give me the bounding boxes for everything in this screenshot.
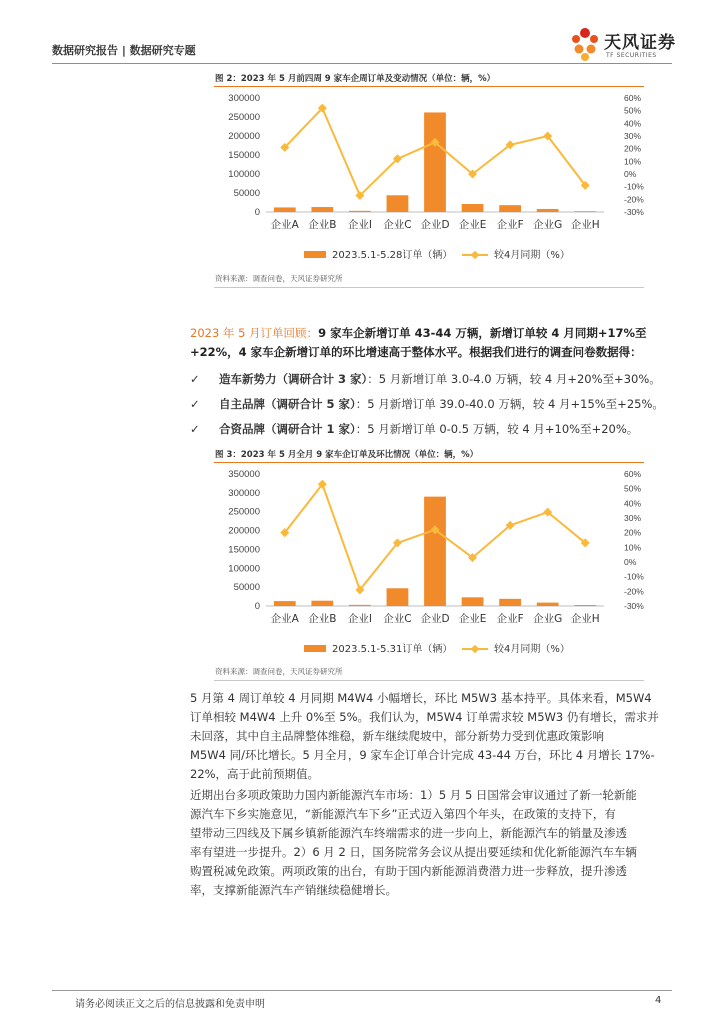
check-icon: ✓ <box>190 422 200 436</box>
text-line: 望带动三四线及下属乡镇新能源汽车终端需求的进一步向上，新能源汽车的销量及渗透 <box>190 826 627 840</box>
legend-line-label: 较4月同期（%） <box>494 250 570 261</box>
x-tick-label: 企业H <box>570 613 600 625</box>
text-line: 率有望进一步提升。2）6 月 2 日，国务院常务会议从提出要延续和优化新能源汽车车辆 <box>190 845 637 859</box>
y-right-tick-label: -30% <box>624 207 644 217</box>
tf-logo-icon <box>568 24 602 64</box>
bar-mark <box>311 601 333 606</box>
text-line: M5W4 同/环比增长。5 月全月，9 家车企订单合计完成 43-44 万台，环比 4 月增长 17%- <box>190 748 655 762</box>
text-line: 22%，高于此前预期值。 <box>190 767 320 781</box>
x-tick-label: 企业G <box>533 613 563 625</box>
x-tick-label: 企业F <box>496 219 524 231</box>
bar-mark <box>387 588 409 606</box>
y-right-tick-label: 60% <box>624 469 642 479</box>
bar-mark <box>424 112 446 212</box>
y-left-tick-label: 100000 <box>228 563 260 575</box>
bar-mark <box>462 597 484 606</box>
header-divider <box>52 63 672 64</box>
summary-line2: +22%，4 家车企新增订单的环比增速高于整体水平。根据我们进行的调查问卷数据得： <box>190 345 642 359</box>
bar-mark <box>574 605 596 606</box>
y-right-tick-label: 20% <box>624 143 642 154</box>
x-tick-label: 企业G <box>533 219 563 231</box>
policy-paragraph <box>190 786 672 900</box>
figure3-bottom-rule <box>214 680 644 681</box>
x-tick-label: 企业D <box>420 613 450 625</box>
legend-line-label: 较4月同期（%） <box>494 644 570 655</box>
bar-mark <box>537 603 559 606</box>
figure2-bottom-rule <box>214 287 644 288</box>
bar-mark <box>499 599 521 606</box>
y-right-tick-label: -20% <box>624 586 644 597</box>
legend-line-marker <box>471 645 479 653</box>
y-right-tick-label: 0% <box>624 169 637 179</box>
x-tick-label: 企业D <box>420 219 450 231</box>
bullet-text: ：5 月新增订单 39.0-40.0 万辆，较 4 月+15%至+25%。 <box>355 397 664 411</box>
summary-line1: 9 家车企新增订单 43-44 万辆，新增订单较 4 月同期+17%至 <box>318 326 647 340</box>
y-right-tick-label: -10% <box>624 571 644 582</box>
y-left-tick-label: 350000 <box>228 469 260 480</box>
bullet-label: 自主品牌（调研合计 5 家） <box>218 397 356 411</box>
bar-mark <box>387 195 409 212</box>
bar-mark <box>537 209 559 212</box>
bar-mark <box>574 211 596 212</box>
y-left-tick-label: 100000 <box>228 169 260 180</box>
legend-bar-swatch <box>304 645 326 652</box>
y-left-tick-label: 0 <box>254 601 260 612</box>
y-right-tick-label: 30% <box>624 513 642 523</box>
footer-divider <box>52 990 672 991</box>
x-tick-label: 企业E <box>458 613 487 625</box>
y-left-tick-label: 200000 <box>228 525 260 537</box>
bar-mark <box>462 204 484 212</box>
bullet-item <box>190 420 670 445</box>
figure3-source: 资料来源：调查问卷，天风证券研究所 <box>215 667 343 676</box>
figure3-chart <box>214 466 644 662</box>
text-line: 5 月第 4 周订单较 4 月同期 M4W4 小幅增长，环比 M5W3 基本持平。具体来看，M5W4 <box>190 691 652 705</box>
check-icon: ✓ <box>190 397 200 411</box>
summary-heading: 2023 年 5 月订单回顾： <box>190 326 319 340</box>
y-left-tick-label: 250000 <box>228 506 260 518</box>
text-line: 率，支撑新能源汽车产销继续稳健增长。 <box>190 883 397 897</box>
y-left-tick-label: 250000 <box>228 112 260 123</box>
y-right-tick-label: -30% <box>624 601 644 611</box>
legend-bar-label: 2023.5.1-5.28订单（辆） <box>332 250 453 261</box>
y-right-tick-label: 40% <box>624 498 642 509</box>
summary-paragraph <box>190 324 660 362</box>
y-right-tick-label: -10% <box>624 181 644 192</box>
bar-mark <box>274 207 296 212</box>
x-tick-label: 企业H <box>570 219 600 231</box>
y-right-tick-label: 0% <box>624 557 637 567</box>
bullet-item <box>190 370 670 395</box>
y-left-tick-label: 200000 <box>228 131 260 142</box>
text-line: 购置税减免政策。两项政策的出台，有助于国内新能源消费潜力进一步释放，提升渗透 <box>190 864 627 878</box>
y-right-tick-label: 60% <box>624 93 642 103</box>
y-left-tick-label: 50000 <box>233 582 260 594</box>
y-right-tick-label: 10% <box>624 542 642 553</box>
bullet-label: 合资品牌（调研合计 1 家） <box>218 422 356 436</box>
figure2-source: 资料来源：调查问卷，天风证券研究所 <box>215 274 343 283</box>
y-left-tick-label: 300000 <box>228 487 260 499</box>
bar-mark <box>424 497 446 606</box>
y-right-tick-label: -20% <box>624 194 644 205</box>
text-line: 近期出台多项政策助力国内新能源汽车市场：1）5 月 5 日国常会审议通过了新一轮新能 <box>190 788 637 802</box>
y-left-tick-label: 150000 <box>228 544 260 556</box>
footer-disclaimer: 请务必阅读正文之后的信息披露和免责申明 <box>75 999 265 1010</box>
bullet-list <box>190 370 670 445</box>
x-tick-label: 企业A <box>270 613 299 625</box>
legend-bar-label: 2023.5.1-5.31订单（辆） <box>332 644 453 655</box>
page-number: 4 <box>655 995 662 1006</box>
y-right-tick-label: 20% <box>624 527 642 538</box>
figure2-title: 图 2：2023 年 5 月前四周 9 家车企周订单及变动情况（单位：辆，%） <box>215 74 496 84</box>
x-tick-label: 企业B <box>308 219 337 231</box>
brand-name: 天风证券 <box>604 33 676 53</box>
x-tick-label: 企业E <box>458 219 487 231</box>
text-line: 订单相较 M4W4 上升 0%至 5%。我们认为，M5W4 订单需求较 M5W3 仍有增长，需求并 <box>190 710 659 724</box>
bullet-item <box>190 395 670 420</box>
x-tick-label: 企业I <box>347 613 372 625</box>
text-line: 源汽车下乡实施意见，“新能源汽车下乡”正式迈入第四个年头，在政策的支持下，有 <box>190 807 616 821</box>
bar-mark <box>349 605 371 606</box>
x-tick-label: 企业A <box>270 219 299 231</box>
bar-mark <box>499 205 521 212</box>
figure3-title: 图 3：2023 年 5 月全月 9 家车企订单及环比情况（单位：辆，%） <box>215 450 479 460</box>
x-tick-label: 企业B <box>308 613 337 625</box>
legend-line-marker <box>471 251 479 259</box>
bullet-label: 造车新势力（调研合计 3 家） <box>218 372 368 386</box>
y-left-tick-label: 0 <box>254 207 260 218</box>
brand-name-en: TF SECURITIES <box>606 52 657 59</box>
report-series-title: 数据研究报告 | 数据研究专题 <box>52 44 196 57</box>
y-left-tick-label: 50000 <box>233 188 260 199</box>
bullet-text: ：5 月新增订单 3.0-4.0 万辆，较 4 月+20%至+30%。 <box>367 372 661 386</box>
y-left-tick-label: 300000 <box>228 93 260 104</box>
figure2-top-rule <box>214 86 644 87</box>
legend-bar-swatch <box>304 251 326 258</box>
x-tick-label: 企业F <box>496 613 524 625</box>
bar-mark <box>349 211 371 212</box>
analysis-paragraph-1 <box>190 689 672 784</box>
y-right-tick-label: 50% <box>624 105 642 116</box>
x-tick-label: 企业C <box>383 219 412 231</box>
text-line: 未回落，其中自主品牌整体维稳，新车继续爬坡中，部分新势力受到优惠政策影响 <box>190 729 604 743</box>
y-right-tick-label: 30% <box>624 131 642 141</box>
figure2-chart <box>214 90 644 268</box>
y-right-tick-label: 40% <box>624 118 642 129</box>
x-tick-label: 企业C <box>383 613 412 625</box>
y-left-tick-label: 150000 <box>228 150 260 161</box>
bar-mark <box>311 207 333 212</box>
y-right-tick-label: 10% <box>624 156 642 167</box>
bullet-text: ：5 月新增订单 0-0.5 万辆，较 4 月+10%至+20%。 <box>355 422 639 436</box>
figure3-top-rule <box>214 462 644 463</box>
bar-mark <box>274 601 296 606</box>
check-icon: ✓ <box>190 372 200 386</box>
y-right-tick-label: 50% <box>624 483 642 494</box>
x-tick-label: 企业I <box>347 219 372 231</box>
